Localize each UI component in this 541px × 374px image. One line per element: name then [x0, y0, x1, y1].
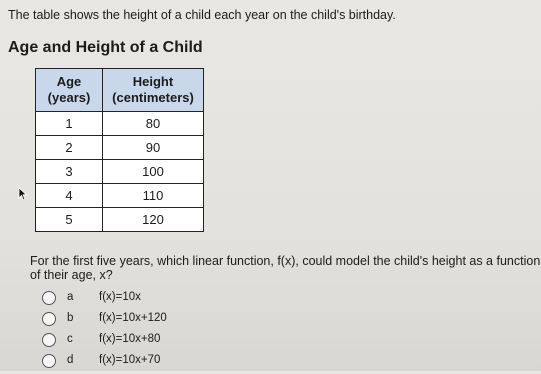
table-header-row — [36, 69, 204, 112]
height-cell: 90 — [103, 136, 204, 160]
mouse-pointer-icon — [18, 187, 28, 201]
radio-button[interactable] — [42, 354, 56, 368]
table-row — [36, 160, 204, 184]
height-cell: 80 — [103, 112, 204, 136]
option-formula: f(x)=10x+70 — [99, 354, 161, 366]
table-row — [36, 136, 204, 160]
radio-button[interactable] — [42, 312, 56, 326]
option-letter: a — [67, 291, 74, 303]
option-formula: f(x)=10x+120 — [99, 312, 167, 324]
height-cell: 100 — [103, 160, 204, 184]
age-cell: 4 — [36, 184, 103, 208]
option-letter: c — [67, 333, 73, 345]
height-cell: 120 — [103, 208, 204, 232]
age-cell: 2 — [36, 136, 103, 160]
intro-text: The table shows the height of a child each year on the child's birthday. — [8, 8, 396, 22]
option-letter: d — [67, 354, 74, 366]
header-height: Height (centimeters) — [103, 69, 204, 112]
option-letter: b — [67, 312, 74, 324]
table-row — [36, 112, 204, 136]
option-formula: f(x)=10x+80 — [99, 333, 161, 345]
age-cell: 5 — [36, 208, 103, 232]
table-row — [36, 208, 204, 232]
age-height-table — [35, 68, 204, 232]
table-title: Age and Height of a Child — [8, 39, 203, 56]
height-cell: 110 — [103, 184, 204, 208]
table-row — [36, 184, 204, 208]
age-cell: 3 — [36, 160, 103, 184]
option-formula: f(x)=10x — [99, 291, 141, 303]
radio-button[interactable] — [42, 333, 56, 347]
radio-button[interactable] — [42, 291, 56, 305]
age-cell: 1 — [36, 112, 103, 136]
header-age: Age (years) — [36, 69, 103, 112]
question-text: For the first five years, which linear function, f(x), could model the child's height as a function of their age, x? — [30, 254, 541, 282]
